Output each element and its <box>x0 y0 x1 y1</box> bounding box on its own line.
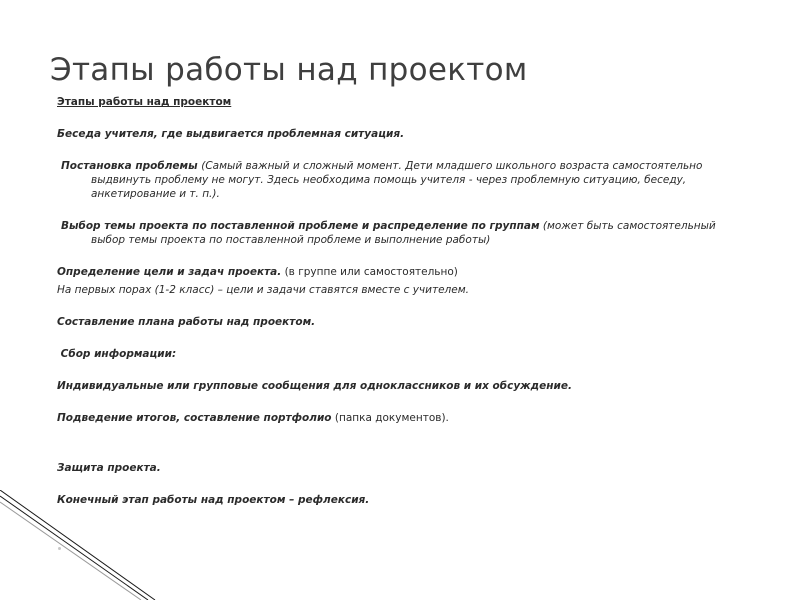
stage-reflection: Конечный этап работы над проектом – рефлексия. <box>57 494 370 506</box>
stage-info: Сбор информации: <box>57 348 177 360</box>
stages-heading: Этапы работы над проектом <box>57 96 232 108</box>
stage-goal <box>57 265 727 279</box>
stage-topic <box>57 219 727 247</box>
stage-problem <box>57 159 727 201</box>
stage-goal-first-steps: На первых порах (1-2 класс) – цели и задачи ставятся вместе с учителем. <box>57 284 469 296</box>
stage-summary-title: Подведение итогов, составление портфолио <box>57 412 332 424</box>
stage-goal-note: (в группе или самостоятельно) <box>281 266 458 278</box>
slide-title: Этапы работы над проектом <box>50 52 528 88</box>
stage-summary-note: (папка документов). <box>331 412 449 424</box>
stage-topic-description: (может быть самостоятельный выбор темы проекта по поставленной проблеме и выполнение работы) <box>91 220 716 246</box>
corner-decoration <box>0 490 170 600</box>
stage-reports: Индивидуальные или групповые сообщения для одноклассников и их обсуждение. <box>57 380 572 392</box>
stage-topic-title: Выбор темы проекта по поставленной проблеме и распределение по группам <box>61 220 540 232</box>
stage-problem-description: (Самый важный и сложный момент. Дети младшего школьного возраста самостоятельно выдвинуть проблему не могут. Здесь необходима помощь учителя - через проблемную ситуацию, беседу, анкетирование и т. п.). <box>91 160 703 200</box>
stage-goal-title: Определение цели и задач проекта. <box>57 266 282 278</box>
stage-plan: Составление плана работы над проектом. <box>57 316 316 328</box>
slide-content <box>57 95 727 507</box>
stage-defense: Защита проекта. <box>57 462 161 474</box>
stage-problem-title: Постановка проблемы <box>61 160 202 172</box>
stage-conversation: Беседа учителя, где выдвигается проблемная ситуация. <box>57 128 405 140</box>
stage-summary <box>57 411 727 425</box>
